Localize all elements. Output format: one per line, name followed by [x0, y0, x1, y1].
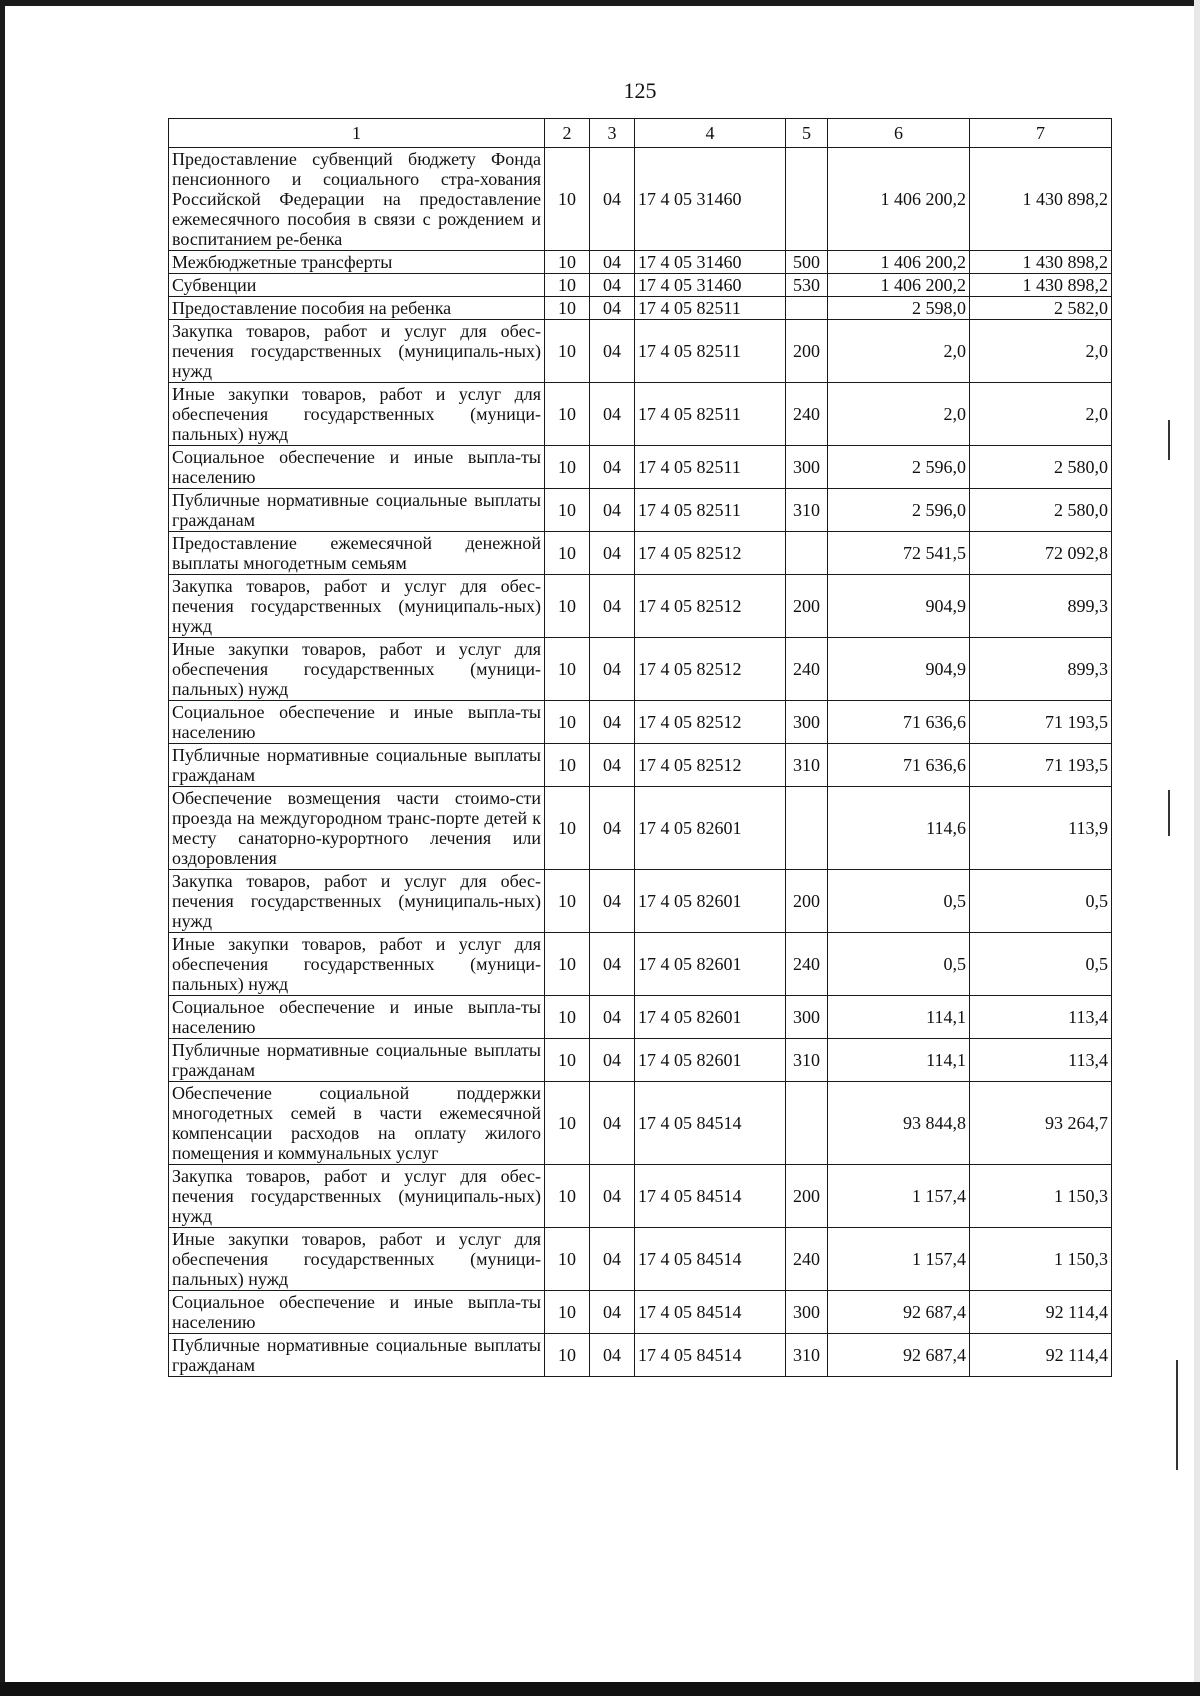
amount-year-1: 2 596,0 [828, 446, 970, 489]
table-row [169, 1165, 1112, 1228]
amount-year-2: 899,3 [970, 575, 1112, 638]
scan-border-bottom [0, 1682, 1200, 1696]
scan-border-left [0, 0, 5, 1696]
table-row [169, 701, 1112, 744]
amount-year-2: 0,5 [970, 870, 1112, 933]
amount-year-1: 92 687,4 [828, 1334, 970, 1377]
subsection-code: 04 [590, 489, 635, 532]
amount-year-1: 1 406 200,2 [828, 274, 970, 297]
expense-type-code: 500 [786, 251, 828, 274]
expense-type-code: 300 [786, 446, 828, 489]
amount-year-2: 92 114,4 [970, 1334, 1112, 1377]
table-row [169, 933, 1112, 996]
section-code: 10 [545, 638, 590, 701]
expense-type-code: 310 [786, 489, 828, 532]
row-description: Публичные нормативные социальные выплаты гражданам [169, 744, 545, 787]
scan-border-right [1194, 0, 1200, 1696]
target-article-code: 17 4 05 82601 [635, 933, 786, 996]
target-article-code: 17 4 05 82512 [635, 575, 786, 638]
row-description: Публичные нормативные социальные выплаты гражданам [169, 1039, 545, 1082]
expense-type-code [786, 532, 828, 575]
expense-type-code: 240 [786, 638, 828, 701]
amount-year-1: 72 541,5 [828, 532, 970, 575]
table-body [169, 148, 1112, 1377]
section-code: 10 [545, 701, 590, 744]
table-row [169, 787, 1112, 870]
subsection-code: 04 [590, 148, 635, 251]
expense-type-code [786, 787, 828, 870]
amount-year-2: 2 582,0 [970, 297, 1112, 320]
amount-year-2: 113,4 [970, 996, 1112, 1039]
column-header: 4 [635, 119, 786, 148]
table-row [169, 148, 1112, 251]
subsection-code: 04 [590, 1334, 635, 1377]
budget-table [168, 118, 1112, 1377]
subsection-code: 04 [590, 1165, 635, 1228]
column-header: 1 [169, 119, 545, 148]
table-row [169, 744, 1112, 787]
subsection-code: 04 [590, 933, 635, 996]
expense-type-code: 200 [786, 870, 828, 933]
subsection-code: 04 [590, 996, 635, 1039]
section-code: 10 [545, 787, 590, 870]
amount-year-2: 72 092,8 [970, 532, 1112, 575]
row-description: Публичные нормативные социальные выплаты гражданам [169, 489, 545, 532]
column-header: 2 [545, 119, 590, 148]
table-header-row [169, 119, 1112, 148]
expense-type-code: 310 [786, 1334, 828, 1377]
scan-artifact-mark [1168, 790, 1170, 836]
target-article-code: 17 4 05 84514 [635, 1334, 786, 1377]
amount-year-2: 1 150,3 [970, 1165, 1112, 1228]
amount-year-2: 2,0 [970, 383, 1112, 446]
target-article-code: 17 4 05 82511 [635, 489, 786, 532]
target-article-code: 17 4 05 82511 [635, 446, 786, 489]
amount-year-2: 2 580,0 [970, 446, 1112, 489]
amount-year-2: 71 193,5 [970, 744, 1112, 787]
subsection-code: 04 [590, 274, 635, 297]
amount-year-2: 113,9 [970, 787, 1112, 870]
section-code: 10 [545, 1334, 590, 1377]
subsection-code: 04 [590, 1228, 635, 1291]
subsection-code: 04 [590, 297, 635, 320]
amount-year-1: 1 157,4 [828, 1165, 970, 1228]
column-header: 6 [828, 119, 970, 148]
subsection-code: 04 [590, 638, 635, 701]
section-code: 10 [545, 320, 590, 383]
row-description: Иные закупки товаров, работ и услуг для обеспечения государственных (муници-пальных) нужд [169, 383, 545, 446]
scan-artifact-mark [1176, 1360, 1178, 1470]
expense-type-code: 200 [786, 320, 828, 383]
row-description: Закупка товаров, работ и услуг для обес-печения государственных (муниципаль-ных) нужд [169, 320, 545, 383]
target-article-code: 17 4 05 84514 [635, 1165, 786, 1228]
table-row [169, 1228, 1112, 1291]
amount-year-1: 0,5 [828, 870, 970, 933]
expense-type-code: 240 [786, 383, 828, 446]
expense-type-code: 530 [786, 274, 828, 297]
expense-type-code: 300 [786, 1291, 828, 1334]
amount-year-1: 92 687,4 [828, 1291, 970, 1334]
expense-type-code: 300 [786, 701, 828, 744]
expense-type-code: 240 [786, 933, 828, 996]
target-article-code: 17 4 05 82512 [635, 701, 786, 744]
expense-type-code: 300 [786, 996, 828, 1039]
section-code: 10 [545, 1228, 590, 1291]
amount-year-2: 0,5 [970, 933, 1112, 996]
subsection-code: 04 [590, 744, 635, 787]
target-article-code: 17 4 05 82512 [635, 532, 786, 575]
row-description: Предоставление субвенций бюджету Фонда пенсионного и социального стра-хования Российской Федерации на предоставление ежемесячного пособия в связи с рождением и воспитанием ре-бенка [169, 148, 545, 251]
target-article-code: 17 4 05 82512 [635, 638, 786, 701]
amount-year-1: 71 636,6 [828, 701, 970, 744]
section-code: 10 [545, 1291, 590, 1334]
amount-year-1: 2 596,0 [828, 489, 970, 532]
section-code: 10 [545, 996, 590, 1039]
section-code: 10 [545, 383, 590, 446]
section-code: 10 [545, 933, 590, 996]
column-header: 5 [786, 119, 828, 148]
target-article-code: 17 4 05 31460 [635, 274, 786, 297]
table-row [169, 251, 1112, 274]
amount-year-1: 114,1 [828, 1039, 970, 1082]
table-row [169, 489, 1112, 532]
section-code: 10 [545, 251, 590, 274]
row-description: Иные закупки товаров, работ и услуг для обеспечения государственных (муници-пальных) нужд [169, 1228, 545, 1291]
column-header: 7 [970, 119, 1112, 148]
section-code: 10 [545, 1165, 590, 1228]
section-code: 10 [545, 446, 590, 489]
amount-year-1: 1 406 200,2 [828, 251, 970, 274]
target-article-code: 17 4 05 82511 [635, 320, 786, 383]
target-article-code: 17 4 05 82601 [635, 996, 786, 1039]
amount-year-1: 904,9 [828, 638, 970, 701]
subsection-code: 04 [590, 575, 635, 638]
target-article-code: 17 4 05 84514 [635, 1082, 786, 1165]
amount-year-1: 1 406 200,2 [828, 148, 970, 251]
row-description: Социальное обеспечение и иные выпла-ты населению [169, 1291, 545, 1334]
expense-type-code [786, 1082, 828, 1165]
row-description: Предоставление пособия на ребенка [169, 297, 545, 320]
section-code: 10 [545, 744, 590, 787]
target-article-code: 17 4 05 82511 [635, 297, 786, 320]
section-code: 10 [545, 575, 590, 638]
amount-year-1: 114,1 [828, 996, 970, 1039]
expense-type-code: 200 [786, 575, 828, 638]
row-description: Закупка товаров, работ и услуг для обес-печения государственных (муниципаль-ных) нужд [169, 870, 545, 933]
expense-type-code: 200 [786, 1165, 828, 1228]
section-code: 10 [545, 1082, 590, 1165]
subsection-code: 04 [590, 701, 635, 744]
subsection-code: 04 [590, 1082, 635, 1165]
amount-year-1: 71 636,6 [828, 744, 970, 787]
amount-year-2: 71 193,5 [970, 701, 1112, 744]
scan-artifact-mark [1168, 420, 1170, 460]
target-article-code: 17 4 05 82601 [635, 870, 786, 933]
table-row [169, 1082, 1112, 1165]
table-row [169, 1291, 1112, 1334]
target-article-code: 17 4 05 82601 [635, 1039, 786, 1082]
section-code: 10 [545, 870, 590, 933]
table-row [169, 638, 1112, 701]
table-row [169, 1334, 1112, 1377]
amount-year-1: 114,6 [828, 787, 970, 870]
table-row [169, 320, 1112, 383]
row-description: Социальное обеспечение и иные выпла-ты населению [169, 701, 545, 744]
table-row [169, 1039, 1112, 1082]
subsection-code: 04 [590, 532, 635, 575]
amount-year-1: 0,5 [828, 933, 970, 996]
row-description: Предоставление ежемесячной денежной выплаты многодетным семьям [169, 532, 545, 575]
subsection-code: 04 [590, 446, 635, 489]
expense-type-code: 310 [786, 1039, 828, 1082]
column-header: 3 [590, 119, 635, 148]
row-description: Закупка товаров, работ и услуг для обес-печения государственных (муниципаль-ных) нужд [169, 575, 545, 638]
amount-year-2: 899,3 [970, 638, 1112, 701]
section-code: 10 [545, 148, 590, 251]
table-row [169, 575, 1112, 638]
amount-year-1: 93 844,8 [828, 1082, 970, 1165]
target-article-code: 17 4 05 84514 [635, 1228, 786, 1291]
table-row [169, 297, 1112, 320]
section-code: 10 [545, 274, 590, 297]
target-article-code: 17 4 05 31460 [635, 251, 786, 274]
section-code: 10 [545, 532, 590, 575]
table-row [169, 274, 1112, 297]
target-article-code: 17 4 05 82512 [635, 744, 786, 787]
subsection-code: 04 [590, 870, 635, 933]
expense-type-code: 240 [786, 1228, 828, 1291]
amount-year-1: 2 598,0 [828, 297, 970, 320]
amount-year-2: 2,0 [970, 320, 1112, 383]
amount-year-2: 1 430 898,2 [970, 251, 1112, 274]
amount-year-2: 1 430 898,2 [970, 274, 1112, 297]
row-description: Межбюджетные трансферты [169, 251, 545, 274]
table-row [169, 383, 1112, 446]
amount-year-1: 2,0 [828, 383, 970, 446]
table-row [169, 446, 1112, 489]
section-code: 10 [545, 1039, 590, 1082]
expense-type-code: 310 [786, 744, 828, 787]
page-number: 125 [623, 78, 657, 103]
amount-year-2: 2 580,0 [970, 489, 1112, 532]
expense-type-code [786, 148, 828, 251]
target-article-code: 17 4 05 82511 [635, 383, 786, 446]
target-article-code: 17 4 05 84514 [635, 1291, 786, 1334]
subsection-code: 04 [590, 383, 635, 446]
row-description: Социальное обеспечение и иные выпла-ты населению [169, 996, 545, 1039]
amount-year-2: 93 264,7 [970, 1082, 1112, 1165]
row-description: Иные закупки товаров, работ и услуг для обеспечения государственных (муници-пальных) нужд [169, 638, 545, 701]
table-row [169, 532, 1112, 575]
row-description: Публичные нормативные социальные выплаты гражданам [169, 1334, 545, 1377]
subsection-code: 04 [590, 1039, 635, 1082]
subsection-code: 04 [590, 251, 635, 274]
amount-year-2: 1 150,3 [970, 1228, 1112, 1291]
target-article-code: 17 4 05 82601 [635, 787, 786, 870]
row-description: Обеспечение возмещения части стоимо-сти проезда на междугородном транс-порте детей к месту санаторно-курортного лечения или оздоровления [169, 787, 545, 870]
row-description: Иные закупки товаров, работ и услуг для обеспечения государственных (муници-пальных) нужд [169, 933, 545, 996]
row-description: Субвенции [169, 274, 545, 297]
row-description: Закупка товаров, работ и услуг для обес-печения государственных (муниципаль-ных) нужд [169, 1165, 545, 1228]
section-code: 10 [545, 489, 590, 532]
amount-year-2: 1 430 898,2 [970, 148, 1112, 251]
table-row [169, 870, 1112, 933]
subsection-code: 04 [590, 320, 635, 383]
row-description: Обеспечение социальной поддержки многодетных семей в части ежемесячной компенсации расходов на оплату жилого помещения и коммунальных услуг [169, 1082, 545, 1165]
row-description: Социальное обеспечение и иные выпла-ты населению [169, 446, 545, 489]
amount-year-1: 2,0 [828, 320, 970, 383]
scan-border-top [0, 0, 1200, 6]
subsection-code: 04 [590, 1291, 635, 1334]
table-row [169, 996, 1112, 1039]
amount-year-2: 113,4 [970, 1039, 1112, 1082]
amount-year-1: 1 157,4 [828, 1228, 970, 1291]
expense-type-code [786, 297, 828, 320]
amount-year-2: 92 114,4 [970, 1291, 1112, 1334]
amount-year-1: 904,9 [828, 575, 970, 638]
subsection-code: 04 [590, 787, 635, 870]
target-article-code: 17 4 05 31460 [635, 148, 786, 251]
section-code: 10 [545, 297, 590, 320]
